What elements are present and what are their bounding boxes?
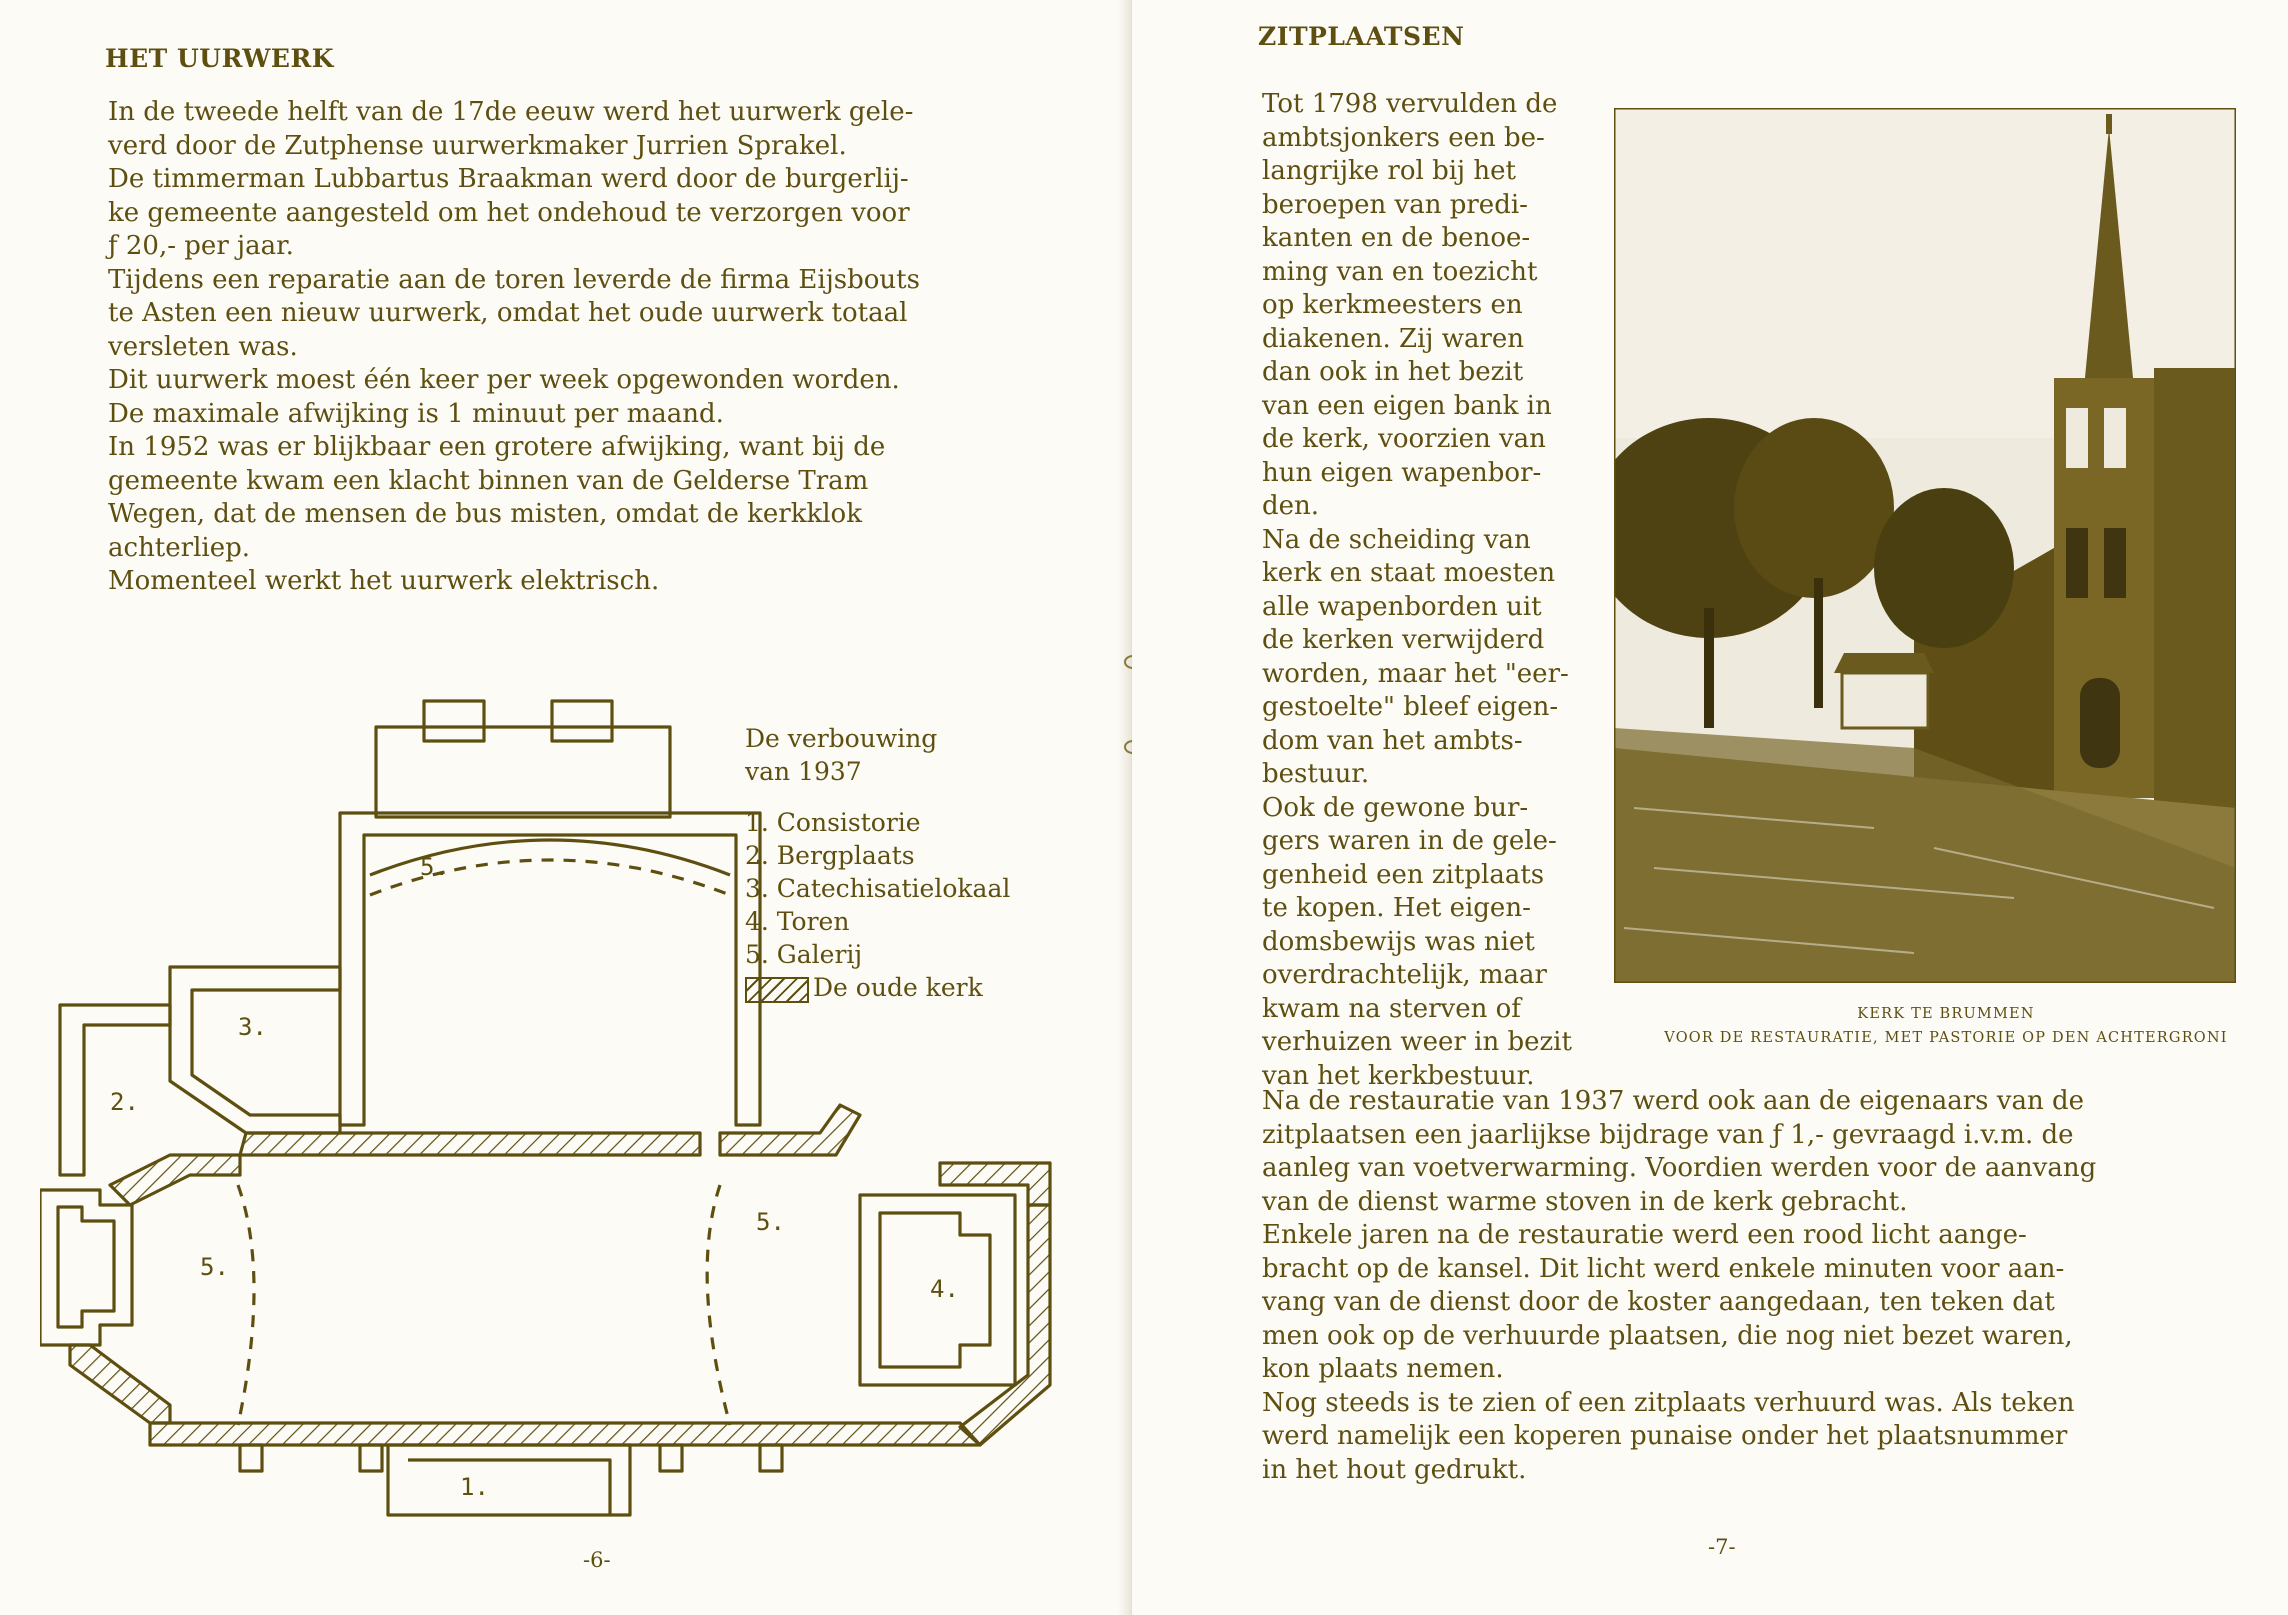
text-line: beroepen van predi- [1262, 189, 1528, 220]
text-line: kon plaats nemen. [1262, 1354, 1504, 1384]
text-line: aanleg van voetverwarming. Voordien werden voor de aanvang [1262, 1153, 2097, 1183]
text-line: Nog steeds is te zien of een zitplaats verhuurd was. Als teken [1262, 1387, 2075, 1418]
text-line: te kopen. Het eigen- [1262, 893, 1531, 923]
plan-label-5-east: 5. [756, 1208, 785, 1236]
plan-label-4: 4. [930, 1275, 959, 1303]
text-line: worden, maar het "eer- [1262, 658, 1569, 689]
text-line: ke gemeente aangesteld om het ondehoud te verzorgen voor [108, 197, 910, 228]
text-line: te Asten een nieuw uurwerk, omdat het oude uurwerk totaal [108, 298, 908, 328]
text-line: zitplaatsen een jaarlijkse bijdrage van ƒ 1,- gevraagd i.v.m. de [1262, 1119, 2074, 1150]
text-line: De timmerman Lubbartus Braakman werd door de burgerlij- [108, 164, 909, 194]
plan-label-2: 2. [110, 1088, 139, 1116]
hatch-swatch-icon [745, 977, 809, 1003]
text-line: van het kerkbestuur. [1262, 1060, 1535, 1091]
legend-title [745, 722, 1010, 788]
text-line: van een eigen bank in [1262, 390, 1552, 421]
text-line: diakenen. Zij waren [1262, 323, 1525, 354]
left-page [0, 0, 1130, 1615]
text-line: langrijke rol bij het [1262, 156, 1516, 186]
text-line: op kerkmeesters en [1262, 290, 1523, 320]
legend-item: 3. Catechisatielokaal [745, 874, 1011, 903]
text-line: kerk en staat moesten [1262, 558, 1556, 588]
plan-label-1: 1. [460, 1473, 489, 1501]
left-heading: HET UURWERK [105, 44, 334, 73]
seats-column-text [1262, 88, 1612, 1093]
legend-item: 5. Galerij [745, 940, 863, 969]
text-line: Tijdens een reparatie aan de toren leverde de firma Eijsbouts [108, 264, 920, 295]
seats-full-text [1262, 1085, 2182, 1487]
text-line: Na de scheiding van [1262, 524, 1531, 555]
text-line: van de dienst warme stoven in de kerk gebracht. [1262, 1186, 1908, 1217]
text-line: vang van de dienst door de koster aangedaan, ten teken dat [1262, 1287, 2055, 1317]
text-line: bestuur. [1262, 759, 1370, 789]
plan-label-3: 3. [238, 1013, 267, 1041]
right-heading: ZITPLAATSEN [1258, 22, 1465, 51]
text-line: verd door de Zutphense uurwerkmaker Jurrien Sprakel. [108, 130, 847, 161]
text-line: verhuizen weer in bezit [1262, 1027, 1572, 1057]
church-photo [1614, 108, 2236, 983]
text-line: achterliep. [108, 532, 250, 563]
text-line: den. [1262, 491, 1320, 521]
text-line: alle wapenborden uit [1262, 591, 1542, 622]
caption-line: KERK TE BRUMMEN [1857, 1006, 2035, 1022]
text-line: Tot 1798 vervulden de [1262, 89, 1558, 119]
text-line: bracht op de kansel. Dit licht werd enkele minuten voor aan- [1262, 1253, 2065, 1284]
page-number-left: -6- [583, 1548, 611, 1572]
text-line: ƒ 20,- per jaar. [108, 231, 294, 261]
clock-paragraph [108, 96, 1068, 599]
plan-label-5-upper: 5. [420, 853, 449, 881]
legend-title-line: De verbouwing [745, 724, 938, 753]
text-line: ambtsjonkers een be- [1262, 122, 1545, 153]
legend-title-line: van 1937 [745, 757, 862, 786]
text-line: In 1952 was er blijkbaar een grotere afwijking, want bij de [108, 432, 886, 462]
text-line: gestoelte" bleef eigen- [1262, 692, 1559, 722]
plan-legend [745, 722, 1010, 1004]
text-line: dom van het ambts- [1262, 725, 1523, 756]
caption-line: VOOR DE RESTAURATIE, MET PASTORIE OP DEN ACHTERGRONI [1664, 1030, 2228, 1046]
text-line: Ook de gewone bur- [1262, 792, 1529, 823]
text-line: Enkele jaren na de restauratie werd een rood licht aange- [1262, 1220, 2027, 1250]
text-line: Momenteel werkt het uurwerk elektrisch. [108, 566, 660, 596]
legend-item-label: De oude kerk [813, 973, 983, 1002]
text-line: Dit uurwerk moest één keer per week opgewonden worden. [108, 365, 900, 395]
legend-item-old-church [745, 971, 1010, 1004]
text-line: Na de restauratie van 1937 werd ook aan de eigenaars van de [1262, 1086, 2084, 1116]
plan-label-5-west: 5. [200, 1253, 229, 1281]
text-line: de kerken verwijderd [1262, 625, 1545, 655]
text-line: Wegen, dat de mensen de bus misten, omdat de kerkklok [108, 499, 862, 529]
text-line: de kerk, voorzien van [1262, 424, 1546, 454]
text-line: men ook op de verhuurde plaatsen, die nog niet bezet waren, [1262, 1320, 2073, 1351]
legend-item: 1. Consistorie [745, 808, 921, 837]
text-line: kanten en de benoe- [1262, 223, 1531, 253]
text-line: In de tweede helft van de 17de eeuw werd het uurwerk gele- [108, 97, 914, 127]
text-line: ming van en toezicht [1262, 256, 1538, 287]
text-line: De maximale afwijking is 1 minuut per maand. [108, 398, 724, 429]
legend-item: 4. Toren [745, 907, 850, 936]
text-line: overdrachtelijk, maar [1262, 960, 1547, 990]
page-number-right: -7- [1708, 1535, 1736, 1559]
text-line: gemeente kwam een klacht binnen van de Gelderse Tram [108, 465, 869, 496]
legend-item: 2. Bergplaats [745, 841, 915, 870]
text-line: in het hout gedrukt. [1262, 1454, 1527, 1485]
text-line: werd namelijk een koperen punaise onder het plaatsnummer [1262, 1421, 2068, 1451]
text-line: genheid een zitplaats [1262, 859, 1545, 890]
text-line: kwam na sterven of [1262, 993, 1521, 1024]
text-line: domsbewijs was niet [1262, 926, 1535, 957]
photo-caption [1616, 1002, 2276, 1050]
text-line: dan ook in het bezit [1262, 357, 1524, 387]
text-line: hun eigen wapenbor- [1262, 457, 1542, 488]
text-line: versleten was. [108, 331, 298, 362]
text-line: gers waren in de gele- [1262, 826, 1557, 856]
